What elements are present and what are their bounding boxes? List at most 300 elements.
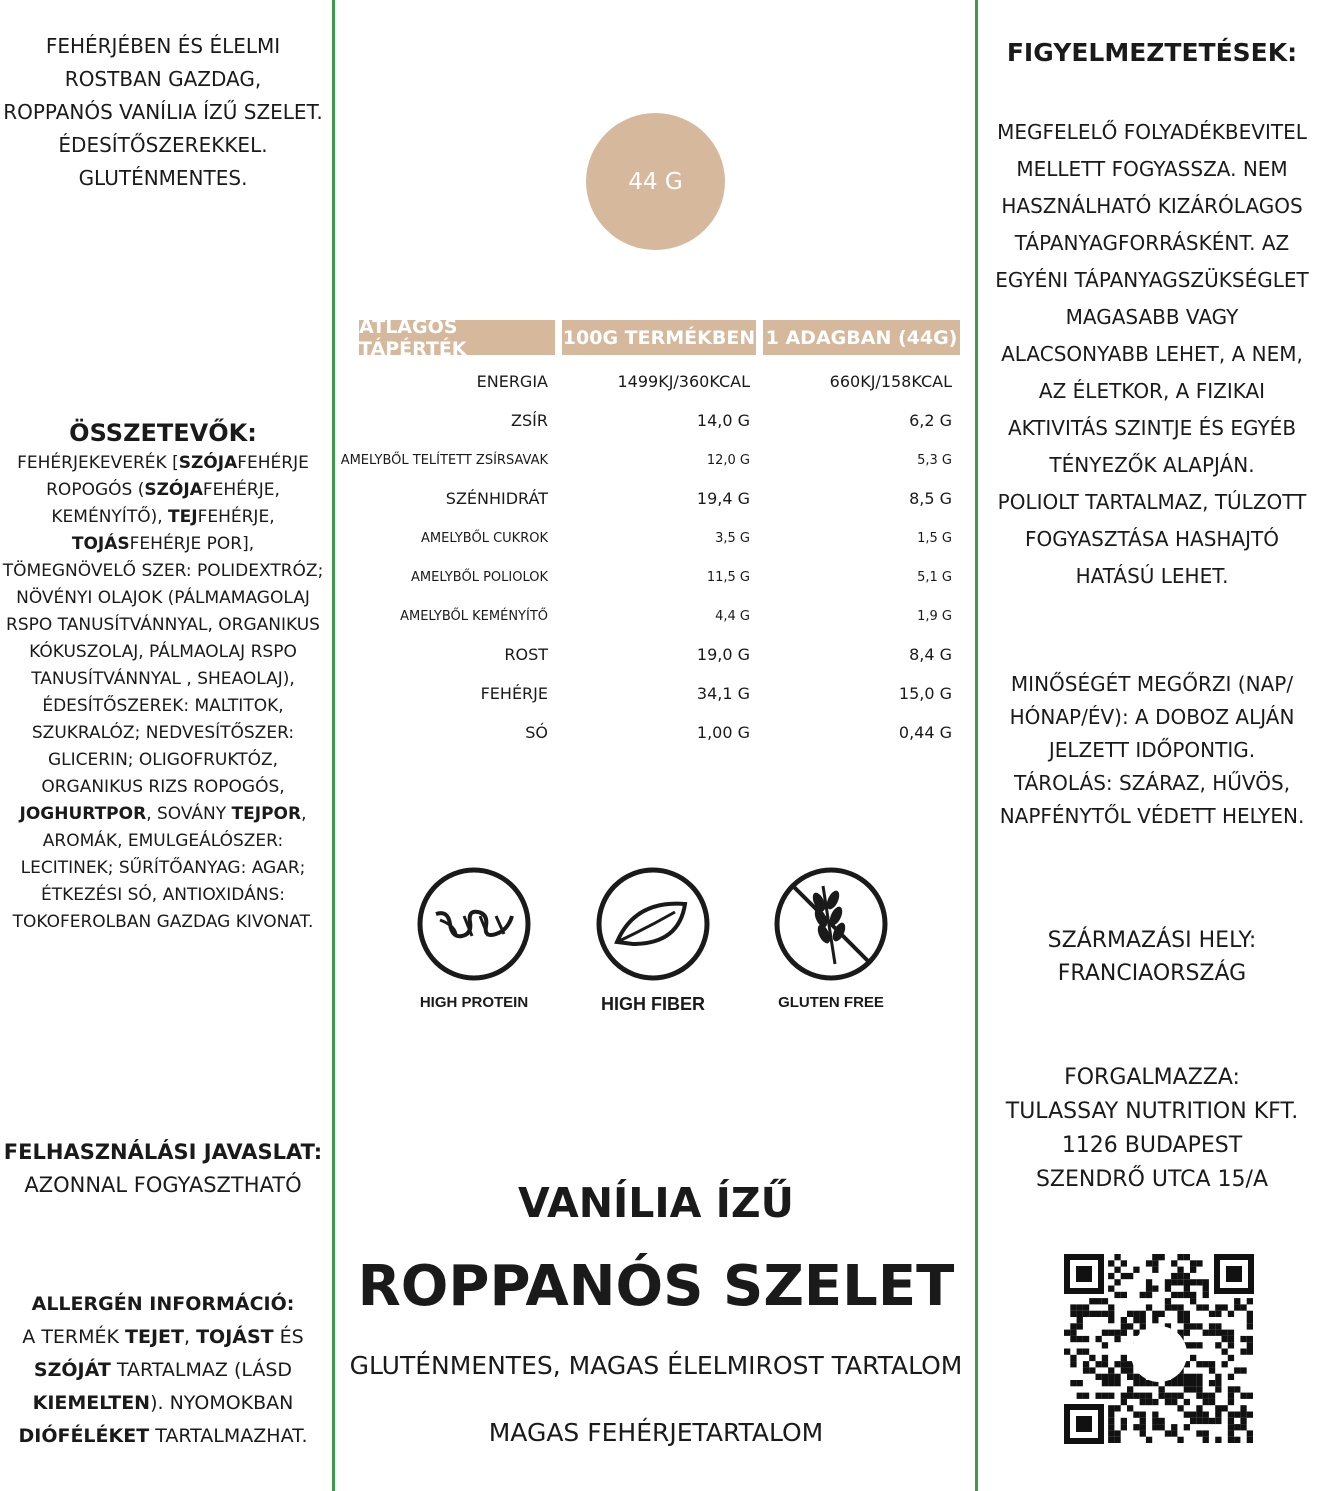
qr-module [1247, 1349, 1253, 1355]
qr-module [1203, 1418, 1209, 1424]
table-header-nutrient: ÁTLAGOS TÁPÉRTÉK [359, 320, 555, 355]
qr-module [1140, 1418, 1146, 1424]
qr-module [1184, 1317, 1190, 1323]
qr-module [1152, 1399, 1158, 1405]
qr-module [1070, 1361, 1076, 1367]
qr-module [1140, 1412, 1146, 1418]
qr-module [1127, 1323, 1133, 1329]
product-title: ROPPANÓS SZELET [357, 1254, 955, 1319]
qr-module [1127, 1386, 1133, 1392]
qr-module [1240, 1424, 1246, 1430]
qr-module [1114, 1336, 1120, 1342]
usage-text: AZONNAL FOGYASZTHATÓ [24, 1173, 302, 1197]
qr-module [1152, 1317, 1158, 1323]
qr-module [1228, 1374, 1234, 1380]
qr-module [1203, 1393, 1209, 1399]
qr-module [1083, 1349, 1089, 1355]
qr-module [1177, 1437, 1183, 1443]
table-row: SZÉNHIDRÁT 19,4 G 8,5 G [445, 489, 952, 508]
qr-module [1209, 1418, 1215, 1424]
qr-module [1203, 1286, 1209, 1292]
warnings-title: FIGYELMEZTETÉSEK: [1006, 38, 1298, 67]
qr-module [1247, 1323, 1253, 1329]
qr-module [1089, 1298, 1095, 1304]
qr-module [1102, 1374, 1108, 1380]
qr-module [1121, 1418, 1127, 1424]
qr-module [1247, 1393, 1253, 1399]
table-row: ROST 19,0 G 8,4 G [504, 645, 952, 664]
qr-module [1222, 1349, 1228, 1355]
qr-module [1177, 1273, 1183, 1279]
qr-module [1215, 1437, 1221, 1443]
qr-module [1234, 1424, 1240, 1430]
qr-module [1102, 1355, 1108, 1361]
qr-module [1159, 1311, 1165, 1317]
qr-module [1096, 1336, 1102, 1342]
qr-module [1146, 1393, 1152, 1399]
qr-module [1196, 1430, 1202, 1436]
qr-module [1171, 1399, 1177, 1405]
qr-module [1108, 1412, 1114, 1418]
qr-module [1196, 1304, 1202, 1310]
qr-module [1222, 1330, 1228, 1336]
qr-module [1121, 1361, 1127, 1367]
qr-module [1121, 1323, 1127, 1329]
qr-module [1152, 1418, 1158, 1424]
qr-module [1133, 1311, 1139, 1317]
qr-module [1102, 1342, 1108, 1348]
qr-module [1083, 1336, 1089, 1342]
qr-module [1114, 1430, 1120, 1436]
qr-module [1203, 1304, 1209, 1310]
qr-module [1102, 1361, 1108, 1367]
claim-line-1: GLUTÉNMENTES, MAGAS ÉLELMIROST TARTALOM [349, 1351, 963, 1380]
qr-module [1083, 1361, 1089, 1367]
qr-module [1140, 1393, 1146, 1399]
qr-module [1184, 1254, 1190, 1260]
qr-module [1146, 1292, 1152, 1298]
qr-module [1121, 1317, 1127, 1323]
qr-module [1114, 1380, 1120, 1386]
storage-text: MINŐSÉGÉT MEGŐRZI (NAP/ HÓNAP/ÉV): A DOBOZ ALJÁN JELZETT IDŐPONTIG. TÁROLÁS: SZÁRAZ, HŰVÖS, NAPFÉNYTŐL VÉDETT HELYEN. [999, 672, 1305, 828]
qr-module [1209, 1361, 1215, 1367]
qr-module [1070, 1311, 1076, 1317]
usage-section [0, 1136, 326, 1202]
warnings-text: MEGFELELŐ FOLYADÉKBEVITEL MELLETT FOGYASSZA. NEM HASZNÁLHATÓ KIZÁRÓLAGOS TÁPANYAGFORRÁSKÉNT. AZ EGYÉNI TÁPANYAGSZÜKSÉGLET MAGASABB VAGY ALACSONYABB LEHET, A NEM, AZ ÉLETKOR, A FIZIKAI AKTIVITÁS SZINTJE ÉS EGYÉB TÉNYEZŐK ALAPJÁN. POLIOLT TARTALMAZ, TÚLZOTT FOGYASZTÁSA HASHAJTÓ HATÁSÚ LEHET. [995, 120, 1309, 588]
qr-module [1190, 1292, 1196, 1298]
qr-module [1215, 1412, 1221, 1418]
qr-module [1203, 1430, 1209, 1436]
qr-module [1247, 1430, 1253, 1436]
qr-module [1190, 1418, 1196, 1424]
badge-high-fiber: HIGH FIBER [595, 866, 711, 1015]
qr-module [1077, 1304, 1083, 1310]
qr-module [1190, 1342, 1196, 1348]
qr-module [1102, 1393, 1108, 1399]
qr-module [1140, 1317, 1146, 1323]
qr-module [1171, 1292, 1177, 1298]
qr-module [1203, 1412, 1209, 1418]
qr-module [1070, 1336, 1076, 1342]
qr-module [1127, 1374, 1133, 1380]
qr-module [1196, 1412, 1202, 1418]
qr-module [1114, 1292, 1120, 1298]
qr-module [1184, 1279, 1190, 1285]
usage-title: FELHASZNÁLÁSI JAVASLAT: [3, 1140, 323, 1164]
qr-module [1177, 1405, 1183, 1411]
qr-module [1196, 1323, 1202, 1329]
qr-module [1070, 1355, 1076, 1361]
qr-module [1184, 1399, 1190, 1405]
qr-module [1077, 1349, 1083, 1355]
qr-module [1196, 1418, 1202, 1424]
qr-module [1133, 1317, 1139, 1323]
qr-module [1184, 1311, 1190, 1317]
qr-module [1108, 1430, 1114, 1436]
qr-module [1209, 1380, 1215, 1386]
qr-module [1159, 1418, 1165, 1424]
qr-module [1196, 1279, 1202, 1285]
qr-module [1209, 1330, 1215, 1336]
qr-module [1114, 1361, 1120, 1367]
qr-module [1089, 1367, 1095, 1373]
qr-module [1114, 1330, 1120, 1336]
qr-module [1190, 1386, 1196, 1392]
qr-module [1240, 1405, 1246, 1411]
qr-module [1196, 1386, 1202, 1392]
qr-module [1215, 1304, 1221, 1310]
qr-module [1114, 1254, 1120, 1260]
qr-module [1083, 1367, 1089, 1373]
qr-module [1165, 1304, 1171, 1310]
qr-module [1070, 1304, 1076, 1310]
qr-module [1196, 1393, 1202, 1399]
qr-module [1108, 1374, 1114, 1380]
qr-module [1077, 1336, 1083, 1342]
qr-module [1127, 1367, 1133, 1373]
qr-module [1140, 1380, 1146, 1386]
qr-module [1177, 1292, 1183, 1298]
qr-module [1165, 1279, 1171, 1285]
qr-module [1146, 1260, 1152, 1266]
qr-module [1177, 1311, 1183, 1317]
badge-gluten-free: GLUTEN FREE [773, 866, 889, 1011]
qr-module [1114, 1437, 1120, 1443]
qr-module [1203, 1279, 1209, 1285]
qr-module [1184, 1286, 1190, 1292]
qr-module [1146, 1286, 1152, 1292]
qr-module [1222, 1336, 1228, 1342]
qr-module [1228, 1418, 1234, 1424]
table-row: ZSÍR 14,0 G 6,2 G [511, 411, 952, 430]
qr-module [1133, 1393, 1139, 1399]
qr-module [1234, 1298, 1240, 1304]
qr-module [1209, 1393, 1215, 1399]
qr-module [1096, 1374, 1102, 1380]
qr-module [1140, 1430, 1146, 1436]
qr-module [1184, 1386, 1190, 1392]
qr-module [1121, 1355, 1127, 1361]
qr-module [1127, 1311, 1133, 1317]
qr-module [1222, 1361, 1228, 1367]
qr-module [1196, 1361, 1202, 1367]
table-row: ENERGIA 1499KJ/360KCAL 660KJ/158KCAL [476, 372, 952, 391]
qr-module [1215, 1418, 1221, 1424]
ingredients-title: ÖSSZETEVŐK: [69, 419, 257, 447]
qr-module [1171, 1279, 1177, 1285]
qr-module [1108, 1437, 1114, 1443]
qr-module [1140, 1311, 1146, 1317]
qr-module [1108, 1317, 1114, 1323]
qr-module [1108, 1393, 1114, 1399]
qr-module [1127, 1393, 1133, 1399]
qr-module [1190, 1267, 1196, 1273]
qr-code[interactable] [1064, 1254, 1254, 1444]
qr-module [1083, 1311, 1089, 1317]
qr-module [1228, 1399, 1234, 1405]
qr-module [1171, 1424, 1177, 1430]
qr-module [1121, 1393, 1127, 1399]
qr-module [1240, 1393, 1246, 1399]
qr-module [1108, 1418, 1114, 1424]
qr-module [1177, 1393, 1183, 1399]
qr-module [1190, 1298, 1196, 1304]
qr-module [1146, 1304, 1152, 1310]
qr-module [1127, 1273, 1133, 1279]
qr-module [1133, 1424, 1139, 1430]
qr-module [1108, 1424, 1114, 1430]
qr-module [1121, 1330, 1127, 1336]
qr-module [1108, 1273, 1114, 1279]
qr-module [1096, 1298, 1102, 1304]
qr-module [1152, 1311, 1158, 1317]
qr-module [1133, 1412, 1139, 1418]
qr-module [1247, 1342, 1253, 1348]
qr-module [1247, 1437, 1253, 1443]
qr-module [1108, 1367, 1114, 1373]
qr-module [1108, 1311, 1114, 1317]
qr-module [1146, 1399, 1152, 1405]
qr-module [1108, 1330, 1114, 1336]
table-row: AMELYBŐL CUKROK 3,5 G 1,5 G [421, 531, 952, 546]
qr-module [1171, 1393, 1177, 1399]
qr-module [1240, 1336, 1246, 1342]
qr-module [1240, 1412, 1246, 1418]
qr-module [1171, 1260, 1177, 1266]
qr-module [1190, 1323, 1196, 1329]
qr-module [1203, 1361, 1209, 1367]
qr-module [1177, 1317, 1183, 1323]
qr-module [1196, 1380, 1202, 1386]
qr-module [1228, 1342, 1234, 1348]
qr-module [1203, 1292, 1209, 1298]
table-row: SÓ 1,00 G 0,44 G [525, 723, 952, 742]
table-header-perserving: 1 ADAGBAN (44G) [763, 320, 960, 355]
qr-module [1146, 1279, 1152, 1285]
qr-module [1089, 1311, 1095, 1317]
qr-module [1070, 1323, 1076, 1329]
product-flavor: VANÍLIA ÍZŰ [518, 1179, 794, 1227]
qr-module [1114, 1374, 1120, 1380]
qr-module [1228, 1355, 1234, 1361]
qr-module [1177, 1267, 1183, 1273]
qr-module [1165, 1286, 1171, 1292]
qr-module [1140, 1292, 1146, 1298]
table-row: AMELYBŐL TELÍTETT ZSÍRSAVAK 12,0 G 5,3 G [340, 453, 952, 468]
qr-module [1133, 1267, 1139, 1273]
claim-line-2: MAGAS FEHÉRJETARTALOM [488, 1418, 824, 1447]
badge-high-protein: HIGH PROTEIN [416, 866, 532, 1011]
qr-module [1240, 1367, 1246, 1373]
qr-module [1215, 1386, 1221, 1392]
qr-module [1222, 1405, 1228, 1411]
qr-module [1133, 1374, 1139, 1380]
qr-module [1209, 1311, 1215, 1317]
qr-module [1215, 1342, 1221, 1348]
qr-module [1177, 1304, 1183, 1310]
qr-module [1215, 1380, 1221, 1386]
qr-module [1121, 1273, 1127, 1279]
qr-module [1196, 1260, 1202, 1266]
qr-module [1102, 1330, 1108, 1336]
allergen-title: ALLERGÉN INFORMÁCIÓ: [31, 1293, 295, 1315]
qr-module [1190, 1374, 1196, 1380]
qr-module [1165, 1298, 1171, 1304]
qr-module [1228, 1336, 1234, 1342]
qr-module [1184, 1424, 1190, 1430]
qr-module [1234, 1367, 1240, 1373]
distributor-text: FORGALMAZZA: TULASSAY NUTRITION KFT. 1126 BUDAPEST SZENDRŐ UTCA 15/A [1005, 1065, 1299, 1192]
qr-module [1247, 1317, 1253, 1323]
table-header-per100: 100G TERMÉKBEN [562, 320, 756, 355]
table-row: AMELYBŐL POLIOLOK 11,5 G 5,1 G [411, 570, 952, 585]
qr-module [1190, 1380, 1196, 1386]
qr-module [1140, 1424, 1146, 1430]
qr-module [1234, 1412, 1240, 1418]
origin-text: SZÁRMAZÁSI HELY: FRANCIAORSZÁG [1047, 928, 1257, 986]
qr-module [1165, 1393, 1171, 1399]
qr-module [1152, 1260, 1158, 1266]
qr-module [1114, 1267, 1120, 1273]
qr-module [1146, 1437, 1152, 1443]
qr-module [1096, 1393, 1102, 1399]
qr-module [1077, 1311, 1083, 1317]
qr-module [1247, 1311, 1253, 1317]
qr-module [1177, 1380, 1183, 1386]
qr-module [1102, 1298, 1108, 1304]
qr-module [1096, 1361, 1102, 1367]
qr-module [1159, 1424, 1165, 1430]
qr-module [1184, 1292, 1190, 1298]
qr-module [1247, 1336, 1253, 1342]
protein-chain-icon [416, 866, 532, 982]
qr-module [1190, 1279, 1196, 1285]
qr-module [1152, 1267, 1158, 1273]
qr-module [1215, 1323, 1221, 1329]
qr-module [1247, 1412, 1253, 1418]
qr-module [1228, 1437, 1234, 1443]
qr-module [1184, 1330, 1190, 1336]
qr-module [1121, 1292, 1127, 1298]
qr-module [1108, 1405, 1114, 1411]
qr-module [1102, 1380, 1108, 1386]
qr-module [1234, 1437, 1240, 1443]
table-row: AMELYBŐL KEMÉNYÍTŐ 4,4 G 1,9 G [400, 609, 952, 624]
qr-module [1247, 1298, 1253, 1304]
product-description: FEHÉRJÉBEN ÉS ÉLELMI ROSTBAN GAZDAG, ROPPANÓS VANÍLIA ÍZŰ SZELET. ÉDESÍTŐSZEREKKEL. GLUTÉNMENTES. [3, 34, 323, 190]
qr-module [1196, 1374, 1202, 1380]
leaf-icon [595, 866, 711, 982]
qr-module [1228, 1330, 1234, 1336]
qr-module [1121, 1399, 1127, 1405]
qr-module [1171, 1273, 1177, 1279]
qr-module [1184, 1323, 1190, 1329]
qr-module [1171, 1380, 1177, 1386]
qr-module [1133, 1380, 1139, 1386]
allergen-section: ALLERGÉN INFORMÁCIÓ: A TERMÉK TEJET, TOJÁST ÉS SZÓJÁT TARTALMAZ (LÁSD KIEMELTEN). NYOMOKBAN DIÓFÉLÉKET TARTALMAZHAT. [0, 1288, 326, 1453]
qr-module [1108, 1380, 1114, 1386]
qr-module [1196, 1405, 1202, 1411]
qr-module [1228, 1412, 1234, 1418]
qr-module [1177, 1279, 1183, 1285]
qr-module [1190, 1260, 1196, 1266]
crossed-wheat-icon [773, 866, 889, 982]
qr-module [1228, 1430, 1234, 1436]
qr-module [1209, 1323, 1215, 1329]
qr-module [1234, 1386, 1240, 1392]
qr-module [1203, 1330, 1209, 1336]
qr-module [1070, 1380, 1076, 1386]
qr-module [1177, 1374, 1183, 1380]
qr-module [1108, 1286, 1114, 1292]
qr-module [1070, 1330, 1076, 1336]
qr-module [1215, 1330, 1221, 1336]
qr-module [1228, 1393, 1234, 1399]
qr-module [1089, 1355, 1095, 1361]
qr-module [1152, 1412, 1158, 1418]
qr-module [1190, 1355, 1196, 1361]
qr-module [1190, 1412, 1196, 1418]
qr-module [1159, 1393, 1165, 1399]
qr-module [1165, 1399, 1171, 1405]
qr-module [1203, 1399, 1209, 1405]
qr-module [1108, 1260, 1114, 1266]
qr-module [1077, 1380, 1083, 1386]
qr-module [1121, 1367, 1127, 1373]
qr-module [1215, 1374, 1221, 1380]
qr-module [1215, 1405, 1221, 1411]
qr-module [1064, 1330, 1070, 1336]
qr-module [1083, 1304, 1089, 1310]
qr-module [1203, 1437, 1209, 1443]
qr-module [1171, 1304, 1177, 1310]
qr-module [1184, 1380, 1190, 1386]
qr-module [1152, 1254, 1158, 1260]
qr-module [1234, 1304, 1240, 1310]
qr-module [1159, 1386, 1165, 1392]
left-divider [332, 0, 335, 1491]
qr-module [1152, 1286, 1158, 1292]
qr-module [1077, 1317, 1083, 1323]
qr-module [1077, 1393, 1083, 1399]
qr-module [1240, 1418, 1246, 1424]
qr-module [1077, 1323, 1083, 1329]
qr-module [1184, 1273, 1190, 1279]
qr-module [1114, 1405, 1120, 1411]
qr-module [1228, 1386, 1234, 1392]
qr-module [1228, 1424, 1234, 1430]
qr-module [1108, 1304, 1114, 1310]
